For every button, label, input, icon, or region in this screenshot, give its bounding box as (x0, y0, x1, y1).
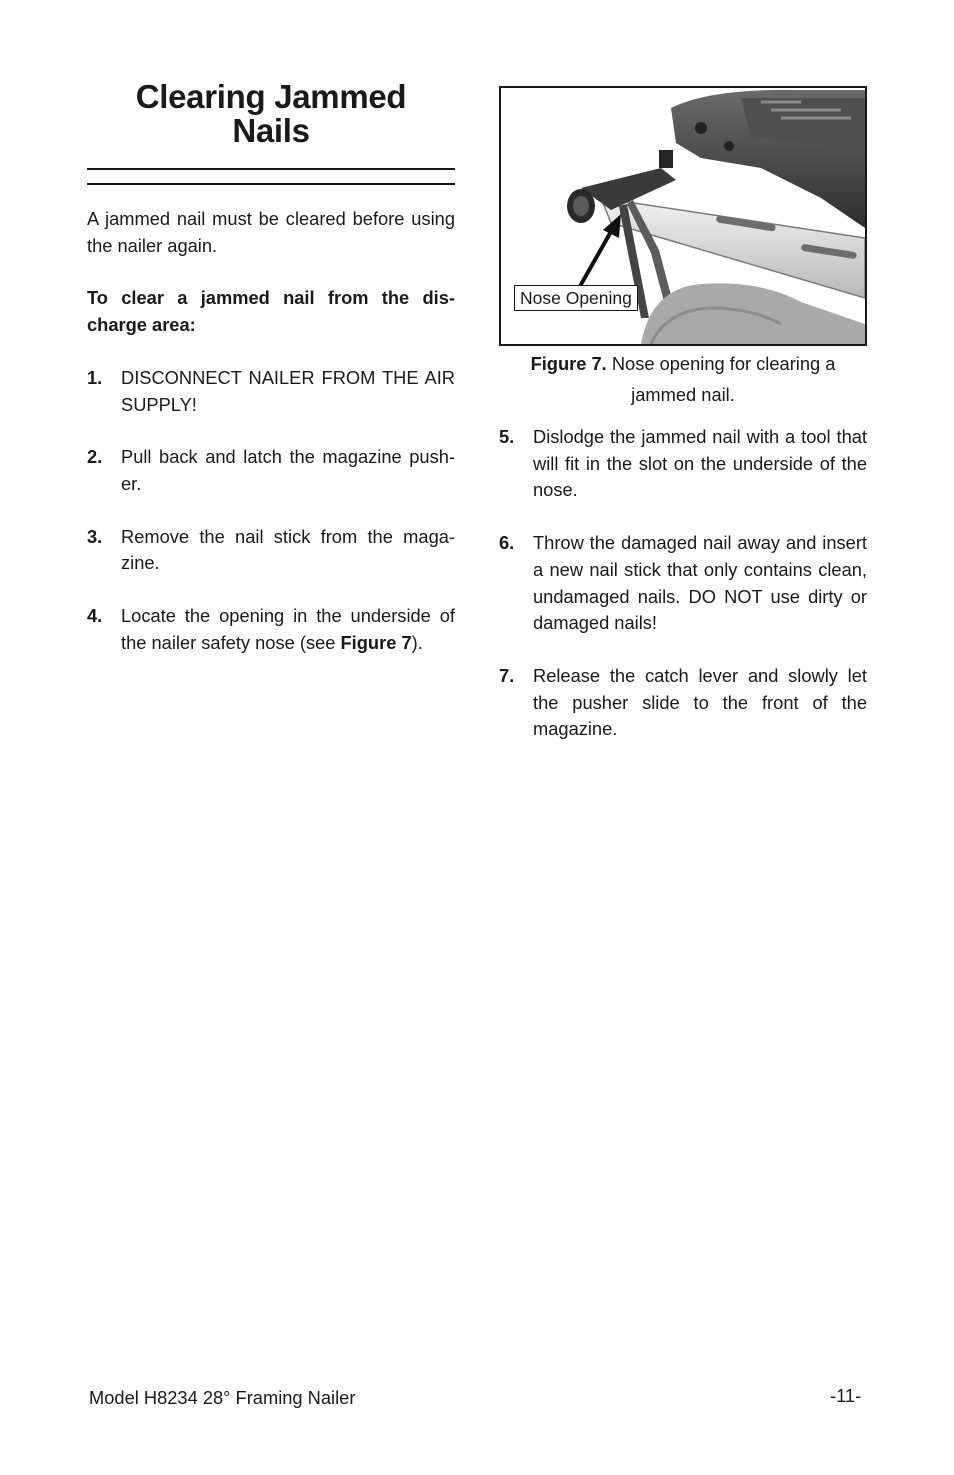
right-column (499, 86, 867, 743)
procedure-lead: To clear a jammed nail from the dis-charge area: (87, 287, 455, 336)
steps-list-left (87, 365, 455, 657)
figure-reference: Figure 7 (340, 631, 412, 653)
step-number: 3. (87, 525, 103, 547)
step-text: Release the catch lever and slowly let the pusher slide to the front of the magazine. (533, 664, 867, 740)
step-text-after: ). (411, 631, 423, 653)
step-5 (499, 424, 867, 504)
section-title-line1: Clearing Jammed (135, 78, 407, 115)
step-3 (87, 524, 455, 577)
step-7 (499, 663, 867, 743)
step-text-before: Locate the opening in the underside of the nailer safety nose (see (121, 605, 455, 653)
steps-list-right (499, 424, 867, 743)
left-column (87, 80, 455, 656)
step-number: 7. (499, 664, 515, 686)
step-2 (87, 444, 455, 497)
caption-line2: jammed nail. (631, 384, 735, 405)
title-divider-bottom (87, 183, 455, 185)
footer-model: Model H8234 28° Framing Nailer (89, 1387, 356, 1408)
step-number: 5. (499, 426, 515, 447)
step-text: Dislodge the jammed nail with a tool that will fit in the slot on the underside of the nose. (533, 426, 867, 501)
step-number: 4. (87, 605, 103, 627)
footer-page-number: -11- (830, 1385, 862, 1406)
step-4 (87, 603, 455, 656)
step-number: 1. (87, 366, 103, 388)
step-number: 6. (499, 532, 515, 554)
step-1 (87, 365, 455, 418)
figure-7-photo (499, 86, 867, 346)
caption-text: Nose opening for clearing a (611, 353, 836, 374)
step-number: 2. (87, 446, 103, 468)
step-text: Pull back and latch the magazine push-er. (121, 446, 455, 494)
section-title-line2: Nails (232, 112, 310, 149)
section-title (87, 80, 455, 148)
step-text: Throw the damaged nail away and insert a new nail stick that only contains clean, undamaged nails. DO NOT use dirty or damaged nails! (533, 532, 867, 634)
step-6 (499, 530, 867, 637)
nose-opening-callout: Nose Opening (514, 285, 638, 311)
intro-paragraph: A jammed nail must be cleared before using the nailer again. (87, 208, 455, 256)
step-text: DISCONNECT NAILER FROM THE AIR SUPPLY! (121, 366, 455, 415)
caption-label: Figure 7. (530, 353, 607, 374)
step-text: Remove the nail stick from the maga-zine. (121, 525, 455, 574)
figure-caption (499, 348, 867, 410)
title-divider-top (87, 168, 455, 170)
